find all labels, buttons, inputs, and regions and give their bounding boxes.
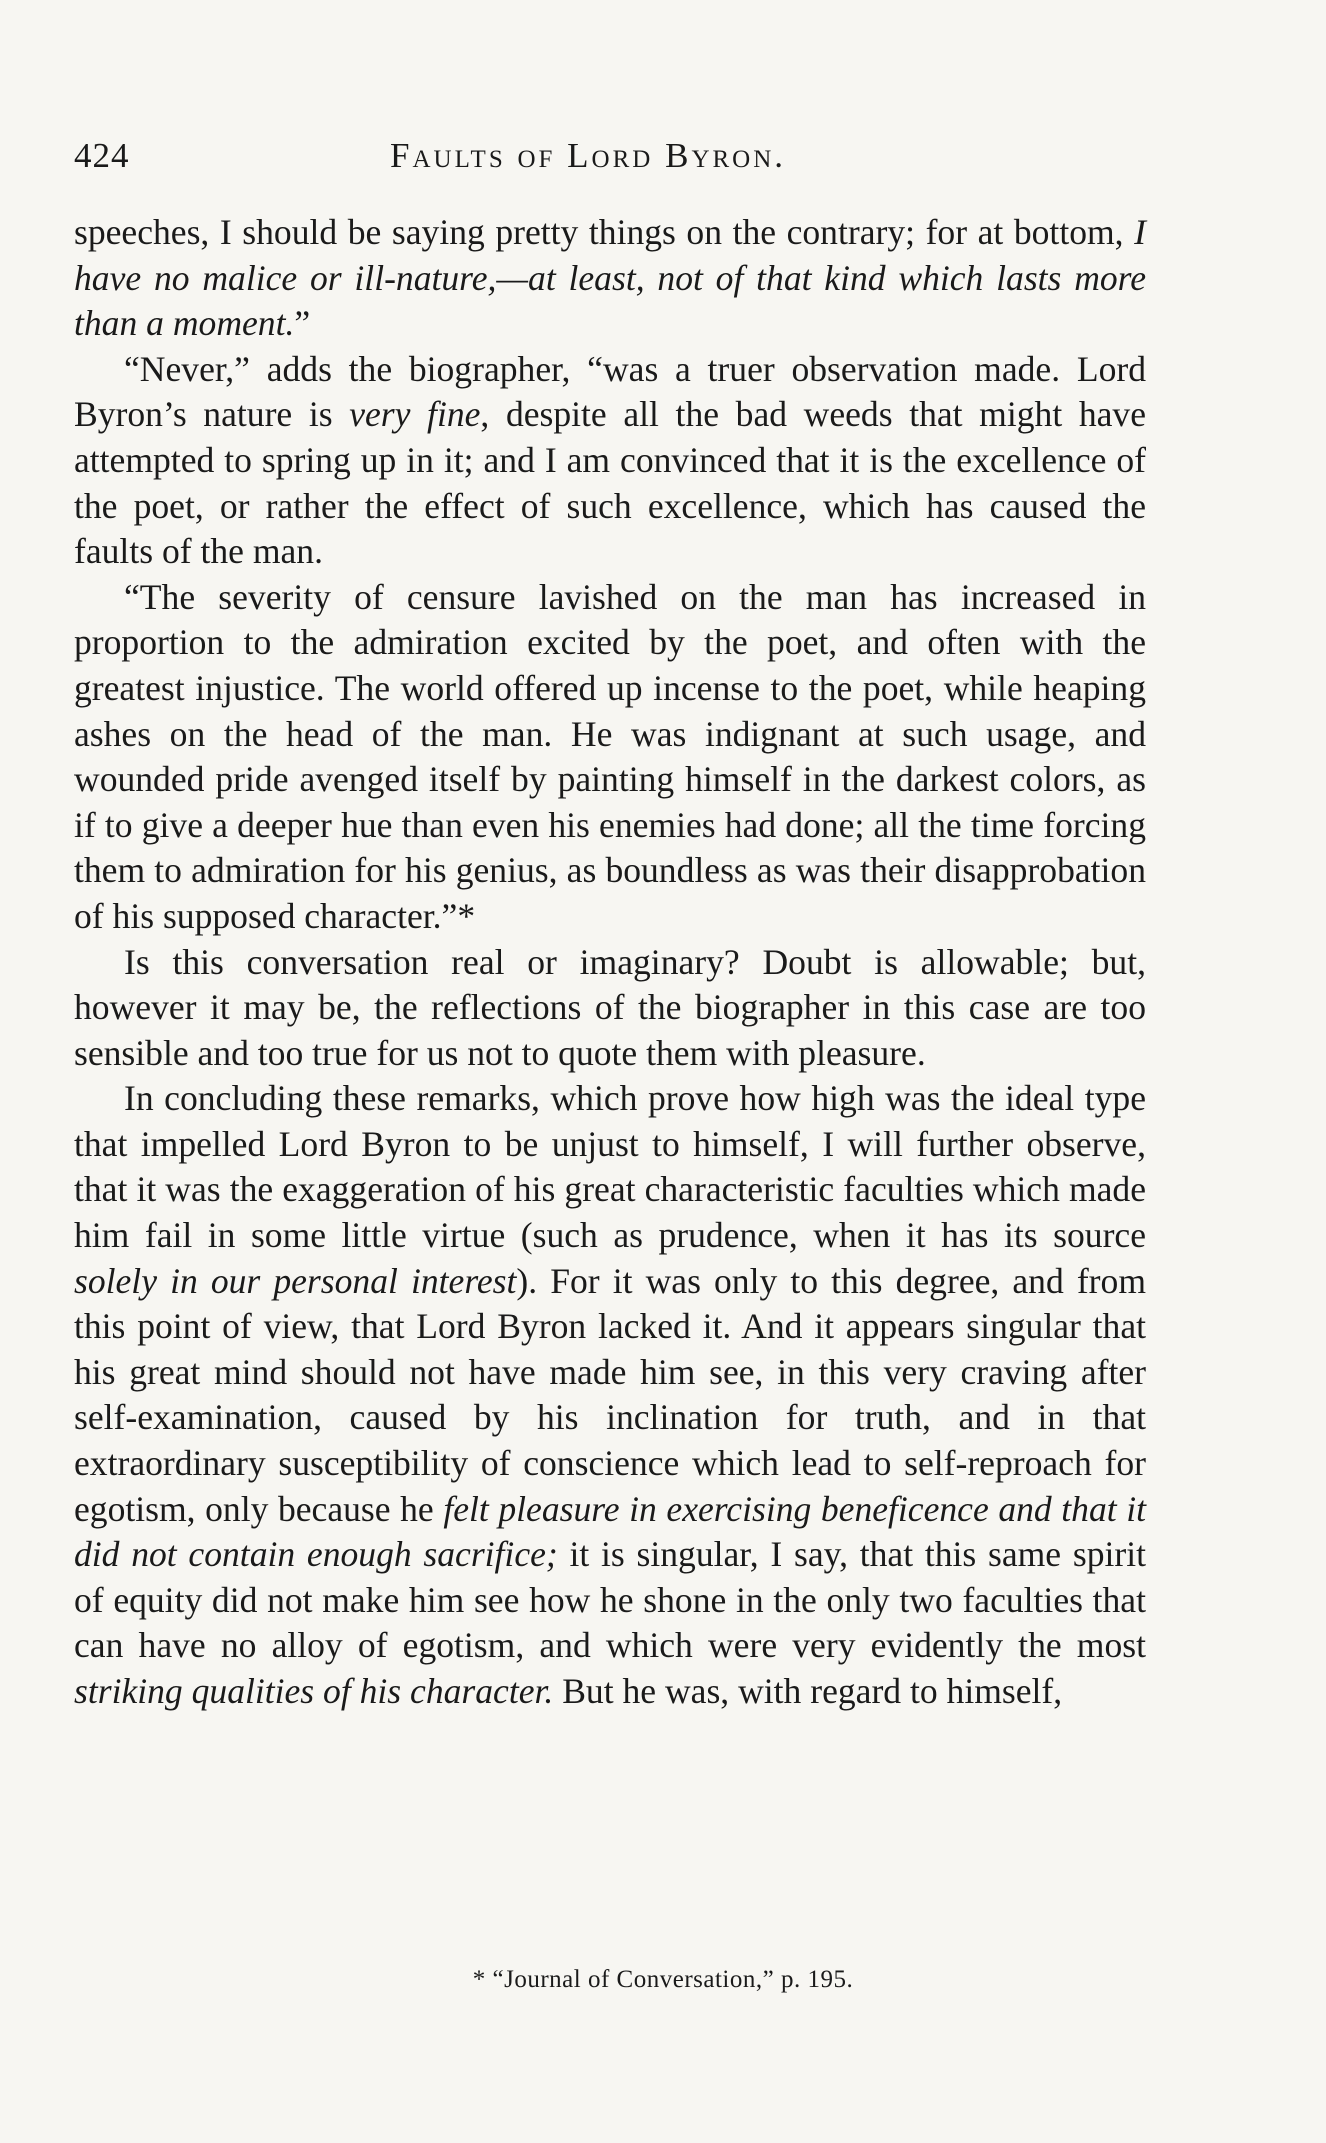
footnote-text: * “Journal of Conversation,” p. 195. <box>472 1966 854 1993</box>
page-header <box>74 136 1154 186</box>
paragraph <box>74 347 1146 575</box>
text-run: ” <box>294 303 311 344</box>
text-run: ). For it was only to this degree, and from this point of view, that Lord Byron lacked it. And it appears singular that his great mind should not have made him see, in this very craving after self-examination, caused by his inclination for truth, and in that extraordinary susceptibility of conscience which lead to self-reproach for egotism, only because he <box>74 1260 1146 1529</box>
text-run: , despite all the bad weeds that might have attempted to spring up in it; and I am convinced that it is the excellence of the poet, or rather the effect of such excellence, which has caused the faults of the man. <box>74 394 1147 572</box>
paragraph <box>74 940 1146 1077</box>
text-run: But he was, with regard to himself, <box>553 1671 1063 1711</box>
running-title: Faults of Lord Byron. <box>390 136 787 175</box>
body-text <box>74 210 1146 1715</box>
italic-text-run: solely in our personal interest <box>74 1260 517 1301</box>
footnote <box>0 1966 1326 1994</box>
italic-text-run: felt pleasure in exercising beneficence and that it did not contain enough sacrifice; <box>74 1488 1146 1575</box>
text-run: “Never,” adds the biographer, “was a truer observation made. Lord Byron’s nature is <box>74 348 1146 435</box>
italic-text-run: striking qualities of his character. <box>74 1671 554 1711</box>
italic-text-run: very fine <box>349 394 481 435</box>
paragraph <box>74 210 1146 347</box>
paragraph <box>74 1076 1146 1714</box>
text-run: it is singular, I say, that this same spirit of equity did not make him see how he shone in the only two faculties that can have no alloy of egotism, and which were very evidently the most <box>74 1534 1146 1666</box>
paragraph <box>74 575 1146 940</box>
text-run: In concluding these remarks, which prove how high was the ideal type that impelled Lord Byron to be unjust to himself, I will further observe, that it was the exaggeration of his great characteristic faculties which made him fail in some little virtue (such as prudence, when it has its source <box>74 1078 1146 1256</box>
text-run: Is this conversation real or imaginary? Doubt is allowable; but, however it may be, the reflections of the biographer in this case are too sensible and too true for us not to quote them with pleasure. <box>74 941 1146 1073</box>
italic-text-run: I have no malice or ill-nature,—at least, not of that kind which lasts more than a moment. <box>74 212 1146 344</box>
text-run: speeches, I should be saying pretty things on the contrary; for at bottom, <box>74 212 1135 252</box>
page-number: 424 <box>74 136 130 175</box>
text-run: “The severity of censure lavished on the man has increased in proportion to the admiration excited by the poet, and often with the greatest injustice. The world offered up incense to the poet, while heaping ashes on the head of the man. He was indignant at such usage, and wounded pride avenged itself by painting himself in the darkest colors, as if to give a deeper hue than even his enemies had done; all the time forcing them to admiration for his genius, as boundless as was their disapprobation of his supposed character.”* <box>74 576 1146 936</box>
